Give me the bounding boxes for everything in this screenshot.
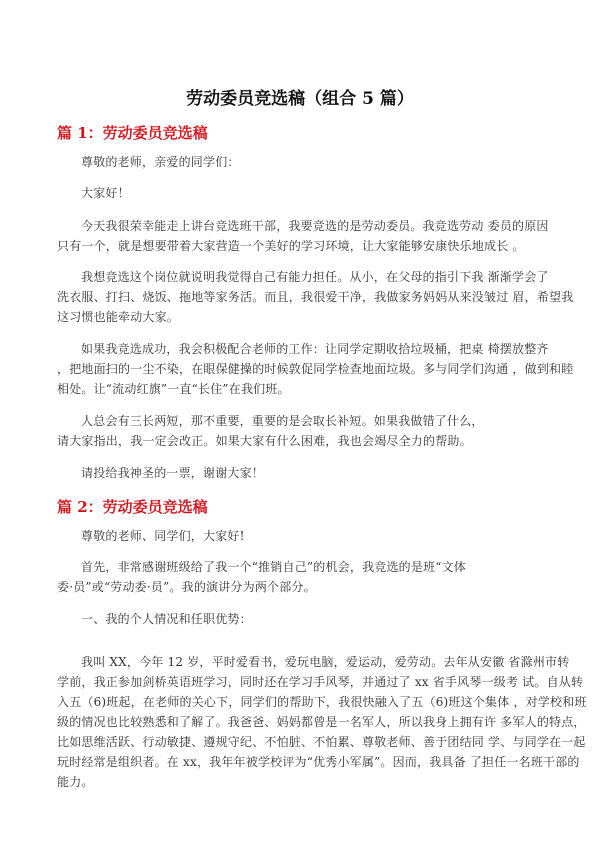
paragraph-line: 级的情况也比较熟悉和了解了。我爸爸、妈妈都曾是一名军人，所以我身上拥有许 多军人的特点， [57, 715, 586, 729]
paragraph-line: 比如思维活跃、行动敏捷、遵规守纪、不怕脏、不怕累、尊敬老师、善于团结同 学、与同学在一起 [57, 735, 586, 749]
paragraph-line: 我叫 XX，今年 12 岁，平时爱看书，爱玩电脑，爱运动，爱劳动。去年从安徽 省滁州市转 [81, 655, 570, 669]
paragraph-line: 尊敬的老师，亲爱的同学们： [81, 155, 240, 169]
paragraph-line: ，把地面扫的一尘不染，在眼保健操的时候敦促同学检查地面垃圾。多与同学们沟通 ，做到和睦 [57, 362, 574, 376]
paragraph-line: 一、我的个人情况和任职优势： [81, 612, 252, 626]
paragraph-line: 请投给我神圣的一票，谢谢大家！ [81, 466, 265, 480]
paragraph-line: 首先，非常感谢班级给了我一个“推销自己”的机会，我竞选的是班“文体 [81, 560, 467, 574]
paragraph-line: 我想竞选这个岗位就说明我觉得自己有能力担任。从小，在父母的指引下我 渐渐学会了 [81, 270, 549, 284]
paragraph-line: 洗衣服、打扫、烧饭、拖地等家务活。而且，我很爱干净，我做家务妈妈从来没皱过 眉，希望我 [57, 290, 574, 304]
paragraph-line: 今天我很荣幸能走上讲台竞选班干部，我要竞选的是劳动委员。我竞选劳动 委员的原因 [81, 219, 549, 233]
paragraph-line: 这习惯也能牵动大家。 [57, 310, 180, 324]
paragraph-line: 如果我竞选成功，我会积极配合老师的工作：让同学定期收拾垃圾桶，把桌 椅摆放整齐 [81, 342, 549, 356]
paragraph-line: 学前，我正参加剑桥英语班学习，同时还在学习手风琴，并通过了 xx 省手风琴一级考 试。自从转 [57, 675, 584, 689]
paragraph-line: 尊敬的老师、同学们，大家好! [81, 529, 245, 543]
paragraph-line: 人总会有三长两短，那不重要，重要的是会取长补短。如果我做错了什么， [81, 414, 484, 428]
document-title: 劳动委员竞选稿（组合 5 篇） [186, 89, 414, 109]
section-heading: 篇 2：劳动委员竞选稿 [57, 498, 208, 516]
paragraph-line: 玩时经常是组织者。在 xx，我年年被学校评为“优秀小军属”。因而，我具备 了担任一名班干部的 [57, 755, 580, 769]
paragraph-line: 入五（6)班起，在老师的关心下，同学们的帮助下，我很快融入了五（6)班这个集体 ，对学校和班 [57, 695, 587, 709]
paragraph-line: 只有一个，就是想要带着大家营造一个美好的学习环境，让大家能够安康快乐地成长 。 [57, 239, 525, 253]
paragraph-line: 请大家指出，我一定会改正。如果大家有什么困难，我也会竭尽全力的帮助。 [57, 434, 472, 448]
paragraph-line: 大家好！ [81, 186, 130, 200]
paragraph-line: 能力。 [57, 775, 94, 789]
paragraph-line: 委·员”或“劳动委·员”。我的演讲分为两个部分。 [57, 580, 316, 594]
section-heading: 篇 1：劳动委员竞选稿 [57, 124, 208, 142]
paragraph-line: 相处。让“流动红旗”一直“长住”在我们班。 [57, 382, 290, 396]
